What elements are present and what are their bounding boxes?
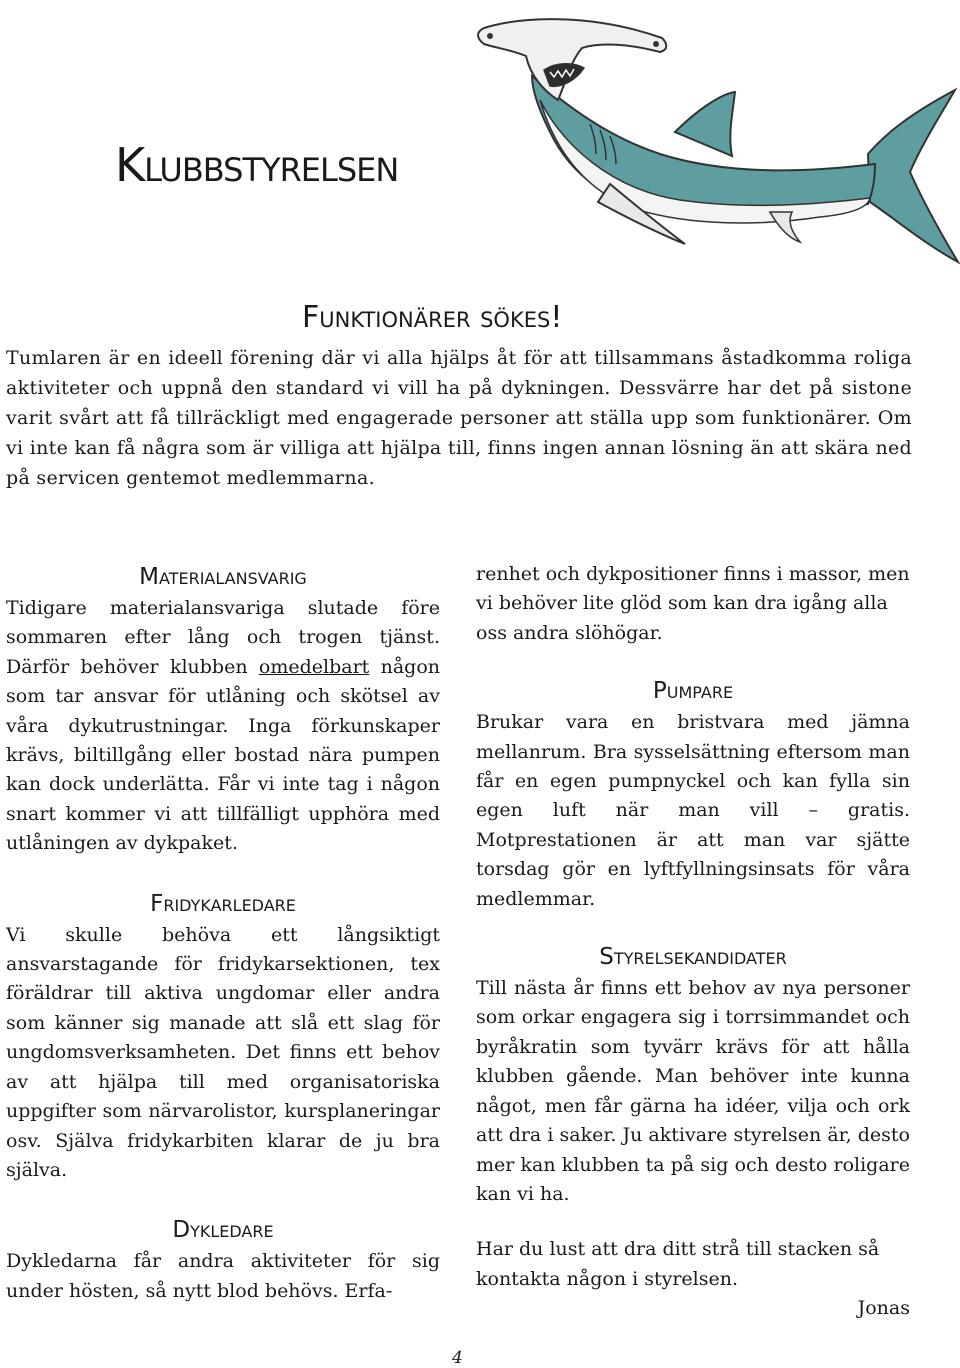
shark-body bbox=[532, 76, 875, 217]
shark-mouth bbox=[544, 64, 584, 87]
signature: Jonas bbox=[857, 1297, 910, 1320]
page-number: 4 bbox=[452, 1348, 463, 1368]
page-title: Klubbstyrelsen bbox=[115, 138, 399, 192]
left-column bbox=[6, 560, 440, 1306]
shark-eye-right bbox=[653, 41, 659, 47]
section-text-dykledare-part1: Dykledarna får andra aktiviteter för sig under hösten, så nytt blod behövs. Erfa- bbox=[6, 1250, 440, 1302]
section-heading-materialansvarig: Materialansvarig bbox=[139, 564, 307, 590]
headline: Funktionärer sökes! bbox=[302, 300, 563, 335]
section-text-styrelsekandidater: Till nästa år finns ett behov av nya personer som orkar engagera sig i torrsimmandet och byråkratin som tyvärr krävs för att hålla klubben gående. Man behöver inte kunna något, men får gärna ha idéer, vilja och ork att dra i saker. Ju aktivare styrelsen är, desto mer kan klubben ta på sig och desto roligare kan vi ha. bbox=[476, 977, 910, 1205]
shark-hammer-head bbox=[478, 19, 666, 100]
section-heading-fridykarledare: Fridykarledare bbox=[150, 890, 296, 917]
section-text-fridykarledare: Vi skulle behöva ett långsiktigt ansvarstagande för fridykarsektionen, tex föräldrar till aktiva ungdomar eller andra som känner sig manade att slå ett slag för ungdomsverksamheten. Det finns ett behov av att hjälpa till med organisatoriska uppgifter som närvarolistor, kursplaneringar osv. Själva fridykarbiten klarar de ju bra själva. bbox=[6, 923, 440, 1181]
materialansvarig-text-start: Tidigare materialansvariga slutade före sommaren efter lång och trogen tjänst. Därför behöver klubben bbox=[6, 597, 440, 678]
right-column bbox=[476, 560, 910, 1324]
section-heading-pumpare: Pumpare bbox=[652, 678, 734, 705]
intro-paragraph: Tumlaren är en ideell förening där vi alla hjälps åt för att tillsammans åstadkomma roliga aktiviteter och uppnå den standard vi vill ha på dykningen. Dessvärre har det på sistone varit svårt att få tillräckligt med engagerade personer att ställa upp som funktionärer. Om vi inte kan få några som är villiga att hjälpa till, finns ingen annan lösning än att skära ned på servicen gentemot medlemmarna. bbox=[6, 347, 912, 489]
materialansvarig-text-end: någon som tar ansvar för utlåning och skötsel av våra dykutrustningar. Inga förkunskaper krävs, biltillgång eller bostad nära pumpen kan dock underlätta. Får vi inte tag i någon snart kommer vi att tillfälligt upphöra med utlåningen av dykpaket. bbox=[6, 655, 441, 855]
section-heading-styrelsekandidater: Styrelsekandidater bbox=[599, 944, 787, 971]
hammerhead-shark-illustration bbox=[470, 4, 960, 266]
section-text-pumpare: Brukar vara en bristvara med jämna mellanrum. Bra sysselsättning eftersom man får en egen pumpnyckel och kan fylla sin egen luft när man vill – gratis. Motprestationen är att man var sjätte torsdag gör en lyftfyllningsinsats för våra medlemmar. bbox=[476, 711, 910, 910]
section-text-materialansvarig bbox=[6, 594, 440, 859]
shark-eye-left bbox=[487, 33, 493, 39]
shark-tail bbox=[868, 90, 958, 262]
section-text-dykledare-part2: renhet och dykpositioner finns i massor, men vi behöver lite glöd som kan dra igång alla oss andra slöhögar. bbox=[476, 563, 910, 644]
shark-dorsal-fin bbox=[675, 92, 735, 156]
closing-text: Har du lust att dra ditt strå till stacken så kontakta någon i styrelsen. bbox=[476, 1238, 880, 1290]
emphasis-omedelbart: omedelbart bbox=[258, 655, 370, 678]
section-heading-dykledare: Dykledare bbox=[172, 1217, 274, 1244]
